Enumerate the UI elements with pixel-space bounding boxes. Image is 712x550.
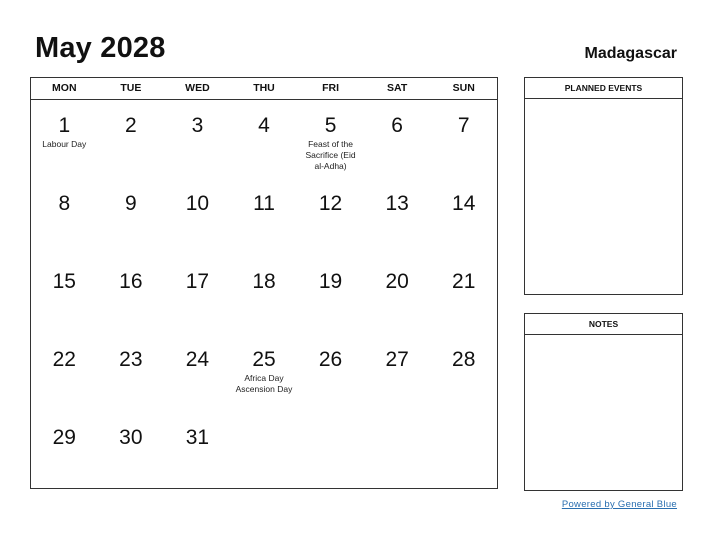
day-cell (430, 100, 497, 178)
day-number: 20 (385, 270, 409, 293)
weekday-wed: WED (185, 82, 210, 94)
day-number: 18 (252, 270, 276, 293)
day-cell (364, 178, 431, 256)
day-grid (31, 100, 497, 490)
weekday-sat: SAT (387, 82, 408, 94)
notes-panel (524, 313, 683, 491)
day-number: 7 (457, 114, 470, 137)
day-cell (164, 412, 231, 490)
day-cell (98, 412, 165, 490)
day-cell (297, 100, 364, 178)
weekday-header (31, 78, 497, 100)
day-cell (31, 256, 98, 334)
weekday-fri: FRI (322, 82, 340, 94)
day-cell (98, 100, 165, 178)
holiday-label: Africa Day (244, 373, 284, 383)
notes-title: NOTES (525, 314, 682, 335)
day-number: 24 (185, 348, 210, 371)
holiday-label: Labour Day (42, 139, 87, 149)
day-cell (231, 178, 298, 256)
day-cell (297, 256, 364, 334)
day-cell (364, 256, 431, 334)
day-cell (297, 178, 364, 256)
day-number: 19 (318, 270, 343, 293)
day-cell (98, 334, 165, 412)
planned-events-title: PLANNED EVENTS (525, 78, 682, 99)
weekday-sun: SUN (452, 82, 475, 94)
day-number: 26 (318, 348, 343, 371)
day-number: 11 (253, 192, 275, 215)
day-cell (164, 100, 231, 178)
day-cell (164, 334, 231, 412)
weekday-mon: MON (52, 82, 77, 94)
day-cell (31, 100, 98, 178)
day-number: 3 (191, 114, 204, 137)
day-cell (430, 256, 497, 334)
country-label: Madagascar (584, 45, 677, 62)
day-cell (231, 256, 298, 334)
day-number: 23 (119, 348, 143, 371)
month-calendar (30, 77, 498, 489)
day-cell (31, 178, 98, 256)
day-number: 31 (185, 426, 210, 449)
day-cell (31, 412, 98, 490)
day-number: 17 (185, 270, 210, 293)
day-cell (31, 334, 98, 412)
day-number: 27 (385, 348, 409, 371)
day-cell (297, 334, 364, 412)
holiday-label: Feast of the Sacrifice (Eid al-Adha) (305, 139, 356, 171)
day-number: 6 (391, 114, 403, 137)
day-number: 13 (385, 192, 409, 215)
day-number: 9 (125, 192, 137, 215)
day-cell (430, 334, 497, 412)
day-number: 2 (125, 114, 137, 137)
day-number: 21 (452, 270, 476, 293)
day-number: 10 (185, 192, 210, 215)
day-cell (231, 100, 298, 178)
day-cell (98, 256, 165, 334)
planned-events-panel (524, 77, 683, 295)
day-number: 12 (318, 192, 343, 215)
day-cell (430, 178, 497, 256)
weekday-thu: THU (253, 82, 275, 94)
day-number: 16 (119, 270, 143, 293)
day-number: 8 (58, 192, 71, 215)
day-cell (98, 178, 165, 256)
day-number: 22 (52, 348, 76, 371)
weekday-tue: TUE (120, 82, 142, 94)
day-cell (231, 334, 298, 412)
page-title: May 2028 (35, 32, 166, 64)
day-number: 4 (258, 114, 270, 137)
day-number: 15 (52, 270, 76, 293)
powered-by-link[interactable]: Powered by General Blue (561, 499, 677, 510)
holiday-label: Ascension Day (235, 384, 293, 394)
day-number: 30 (119, 426, 143, 449)
day-number: 5 (324, 114, 337, 137)
day-cell (364, 334, 431, 412)
day-number: 29 (52, 426, 76, 449)
day-cell (164, 178, 231, 256)
day-cell (364, 100, 431, 178)
day-number: 14 (452, 192, 476, 215)
day-cell (164, 256, 231, 334)
day-number: 28 (452, 348, 476, 371)
day-number: 1 (58, 114, 71, 137)
day-number: 25 (252, 348, 276, 371)
